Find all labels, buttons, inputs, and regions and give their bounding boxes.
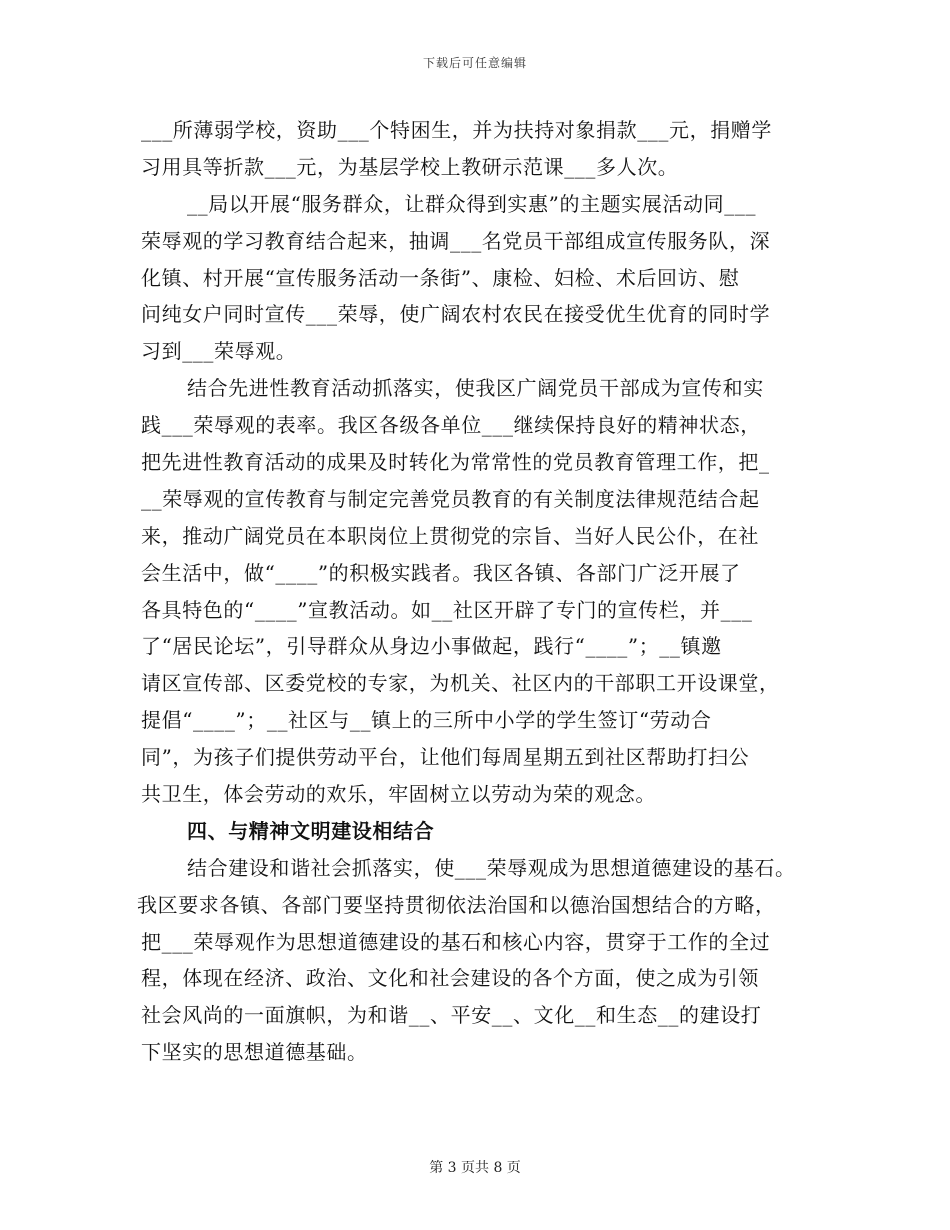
paragraph-line: 结合先进性教育活动抓落实，使我区广阔党员干部成为宣传和实 — [187, 376, 764, 401]
paragraph-line: 我区要求各镇、各部门要坚持贯彻依法治国和以德治国想结合的方略， — [137, 892, 776, 917]
paragraph-line: __局以开展“服务群众，让群众得到实惠”的主题实展活动同___ — [187, 191, 757, 216]
paragraph-line: 结合建设和谐社会抓落实，使___荣辱观成为思想道德建设的基石。 — [187, 855, 796, 880]
paragraph-line: 化镇、村开展“宣传服务活动一条街”、康检、妇检、术后回访、慰 — [141, 265, 740, 290]
page-number: 第 3 页共 8 页 — [429, 1160, 521, 1176]
paragraph-line: 请区宣传部、区委党校的专家，为机关、社区内的干部职工开设课堂， — [141, 671, 780, 696]
paragraph-line: __荣辱观的宣传教育与制定完善党员教育的有关制度法律规范结合起 — [141, 486, 760, 511]
paragraph-line: 程，体现在经济、政治、文化和社会建设的各个方面，使之成为引领 — [141, 966, 759, 991]
paragraph-line: 会生活中，做“____”的积极实践者。我区各镇、各部门广泛开展了 — [141, 560, 741, 585]
paragraph-line: 荣辱观的学习教育结合起来，抽调___名党员干部组成宣传服务队，深 — [141, 228, 771, 253]
paragraph-line: 下坚实的思想道德基础。 — [141, 1040, 368, 1065]
paragraph-line: 问纯女户同时宣传___荣辱，使广阔农村农民在接受优生优育的同时学 — [141, 302, 771, 327]
paragraph-line: 共卫生，体会劳动的欢乐，牢固树立以劳动为荣的观念。 — [141, 782, 656, 807]
paragraph-line: 来，推动广阔党员在本职岗位上贯彻党的宗旨、当好人民公仆，在社 — [141, 523, 759, 548]
paragraph-line: 把___荣辱观作为思想道德建设的基石和核心内容，贯穿于工作的全过 — [141, 929, 771, 954]
document-body — [137, 112, 831, 1071]
paragraph-line: 了“居民论坛”，引导群众从身边小事做起，践行“____”；__镇邀 — [141, 634, 722, 659]
paragraph-line: ___所薄弱学校，资助___个特困生，并为扶持对象捐款___元，捐赠学 — [141, 118, 772, 142]
paragraph-line: 同”，为孩子们提供劳动平台，让他们每周星期五到社区帮助打扫公 — [141, 745, 750, 770]
paragraph-line: 提倡“____”；__社区与__镇上的三所中小学的学生签订“劳动合 — [141, 708, 712, 733]
header-note: 下载后可任意编辑 — [422, 56, 527, 70]
paragraph-line: 践___荣辱观的表率。我区各级各单位___继续保持良好的精神状态， — [141, 413, 761, 438]
section-heading: 四、与精神文明建设相结合 — [187, 818, 435, 843]
paragraph-line: 习用具等折款___元，为基层学校上教研示范课___多人次。 — [141, 154, 679, 179]
paragraph-line: 社会风尚的一面旗帜，为和谐__、平安__、文化__和生态__的建设打 — [141, 1003, 762, 1028]
paragraph-line: 各具特色的“____”宣教活动。如__社区开辟了专门的宣传栏，并___ — [141, 597, 753, 622]
paragraph-line: 把先进性教育活动的成果及时转化为常常性的党员教育管理工作，把_ — [141, 450, 770, 475]
paragraph-line: 习到___荣辱观。 — [141, 339, 297, 364]
